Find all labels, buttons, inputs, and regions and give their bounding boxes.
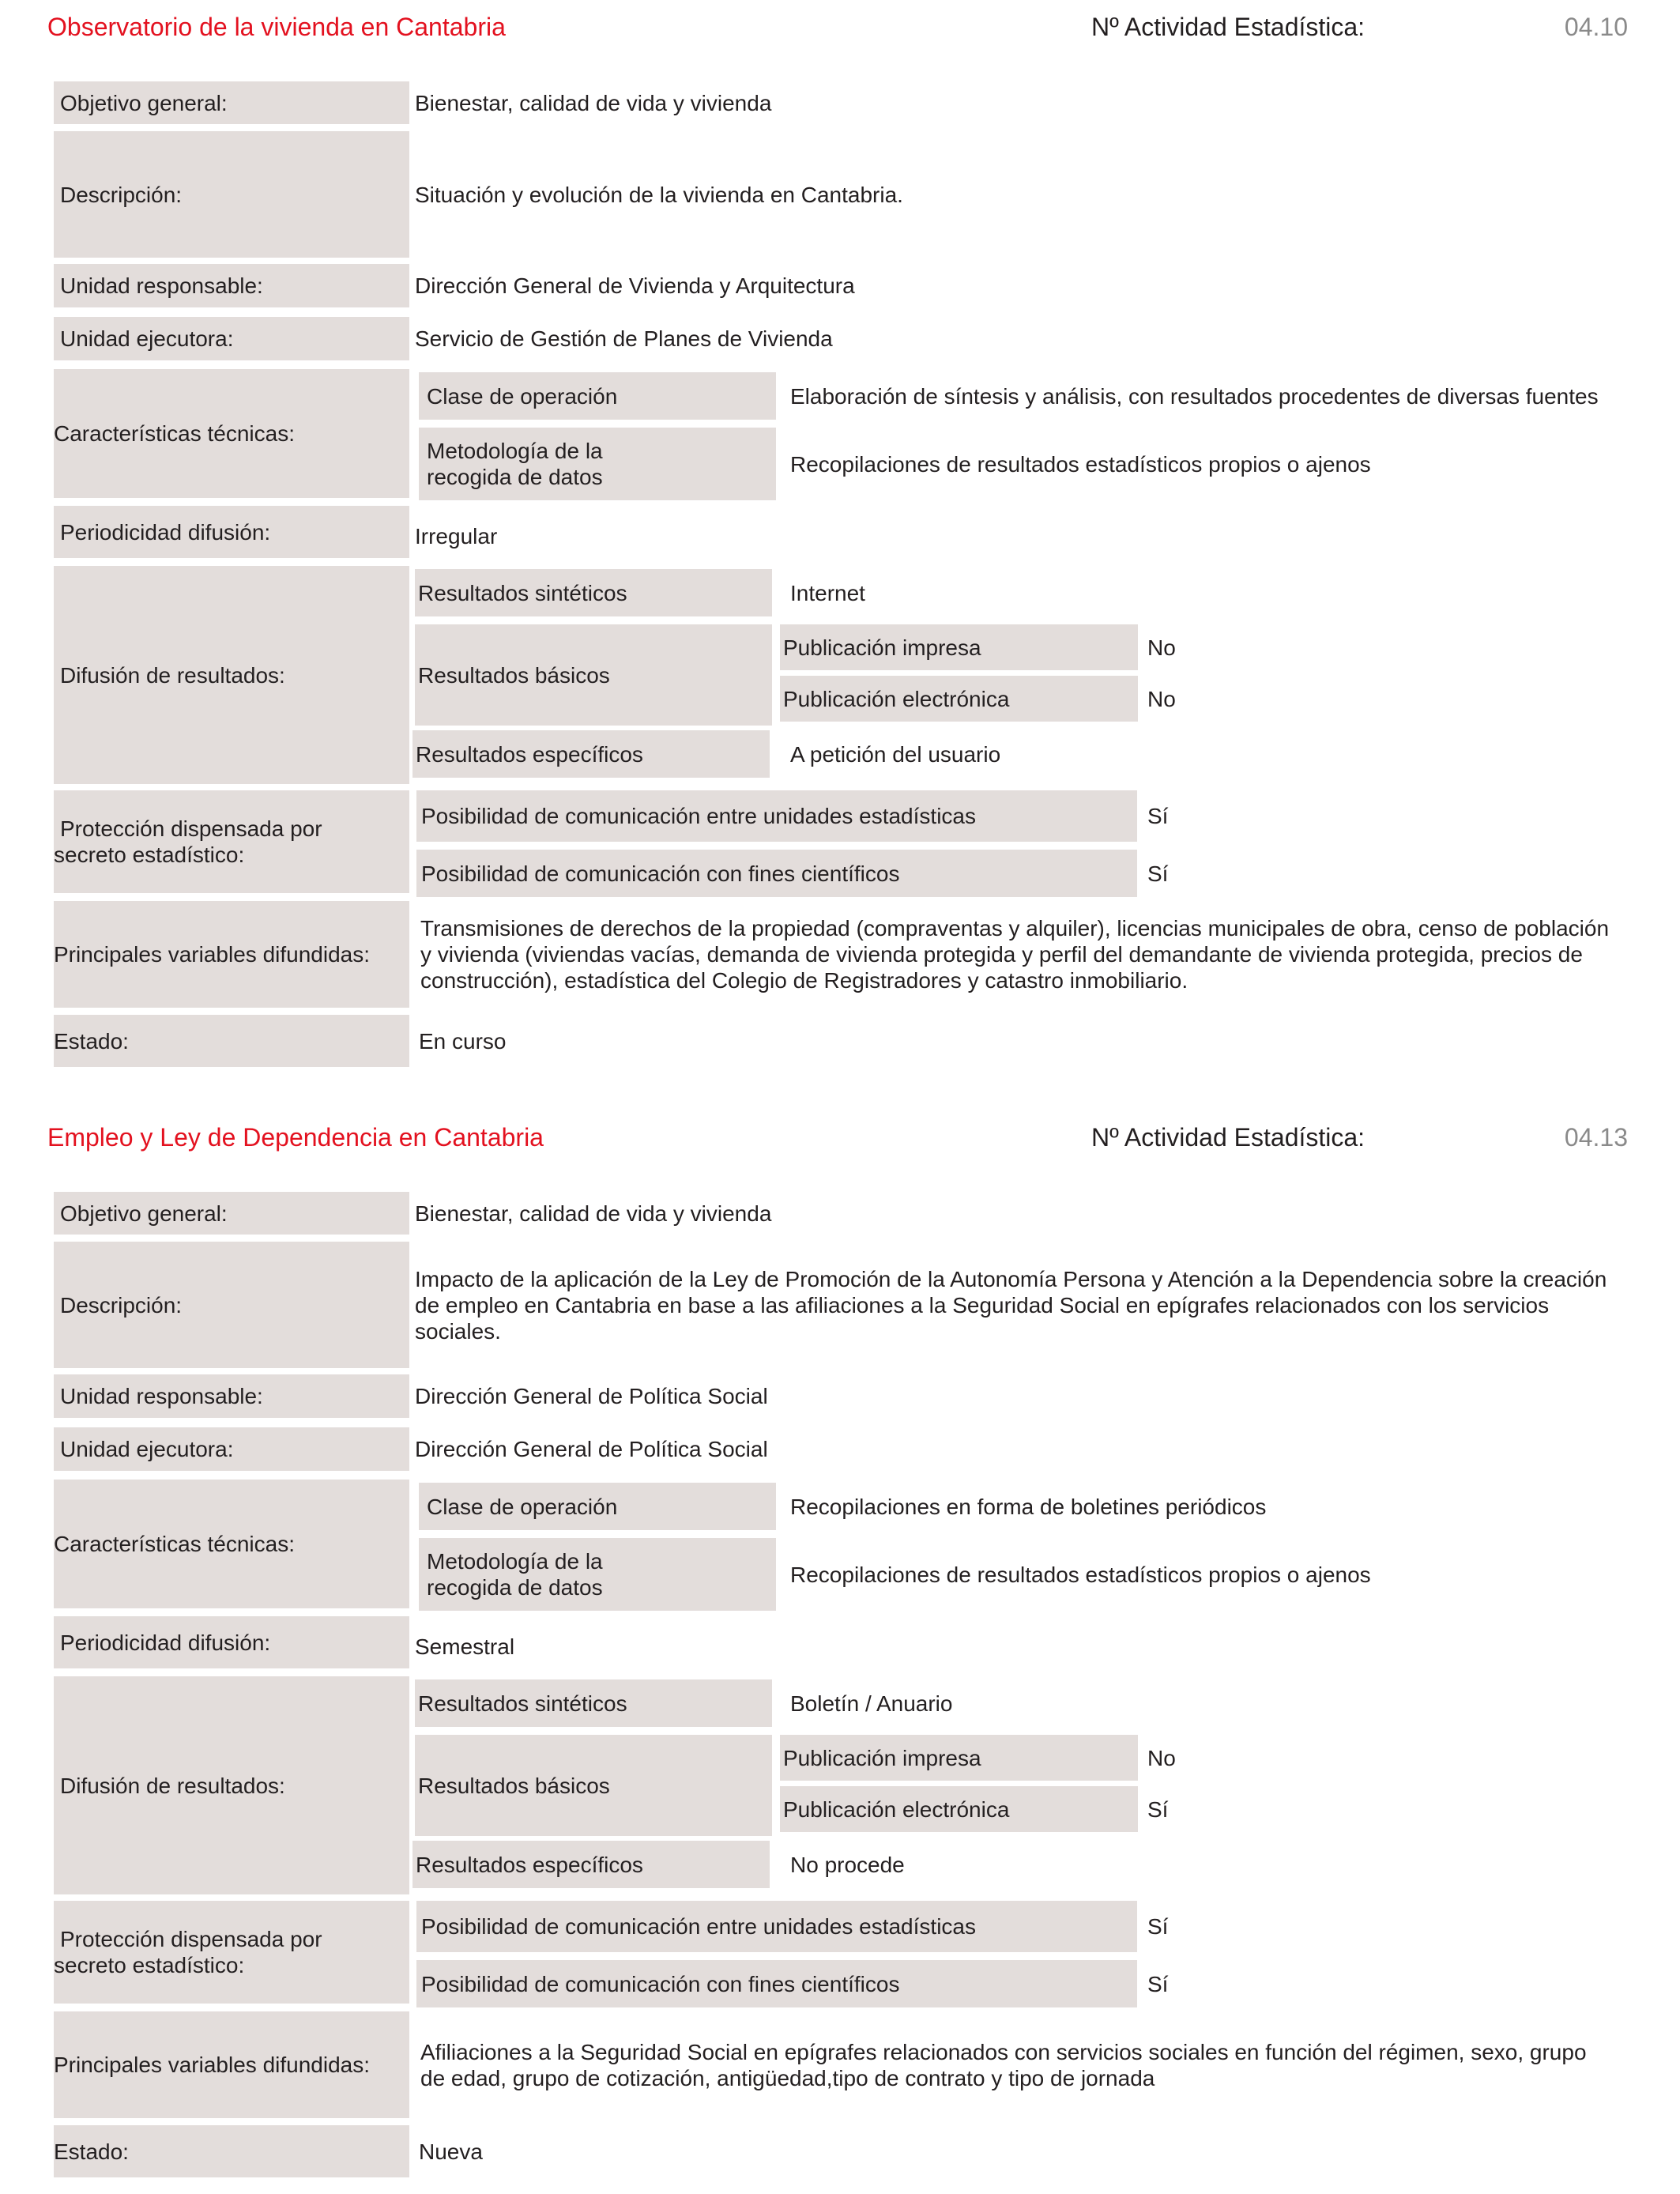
- res-sinteticos-label: Resultados sintéticos: [415, 1679, 772, 1727]
- posib-cientificos-label: Posibilidad de comunicación con fines científicos: [416, 1960, 1137, 2007]
- variables-value: [420, 901, 1637, 1008]
- res-basicos-label: Resultados básicos: [415, 1735, 772, 1836]
- record-title: Observatorio de la vivienda en Cantabria: [47, 13, 506, 41]
- res-especificos-value: A petición del usuario: [790, 741, 1001, 767]
- descripcion-value: [415, 1242, 1632, 1368]
- text-line: de edad, grupo de cotización, antigüedad,tipo de contrato y tipo de jornada: [420, 2065, 1155, 2090]
- text-line: sociales.: [415, 1318, 501, 1344]
- objetivo-value: Bienestar, calidad de vida y vivienda: [415, 90, 772, 115]
- activity-number-label: Nº Actividad Estadística:: [1091, 1123, 1365, 1152]
- text-line: Transmisiones de derechos de la propiedad (compraventas y alquiler), licencias municipales de obra, censo de población: [420, 916, 1610, 941]
- unidad-ejecutora-label: Unidad ejecutora:: [54, 1427, 409, 1471]
- proteccion-label: [54, 790, 409, 893]
- unidad-responsable-value: Dirección General de Vivienda y Arquitectura: [415, 273, 855, 298]
- posib-cientificos-value: Sí: [1147, 861, 1169, 886]
- record-title: Empleo y Ley de Dependencia en Cantabria: [47, 1123, 544, 1152]
- unidad-responsable-value: Dirección General de Política Social: [415, 1384, 768, 1408]
- clase-operacion-label: Clase de operación: [419, 372, 776, 420]
- res-especificos-label: Resultados específicos: [412, 1841, 770, 1888]
- posib-unidades-value: Sí: [1147, 1914, 1169, 1939]
- posib-unidades-value: Sí: [1147, 804, 1169, 828]
- difusion-label: Difusión de resultados:: [54, 1676, 409, 1894]
- pub-electronica-value: No: [1147, 686, 1176, 711]
- periodicidad-label: Periodicidad difusión:: [54, 506, 409, 558]
- variables-label: Principales variables difundidas:: [54, 2011, 409, 2118]
- clase-operacion-value: Recopilaciones en forma de boletines periódicos: [790, 1494, 1267, 1519]
- unidad-ejecutora-value: Dirección General de Política Social: [415, 1437, 768, 1461]
- pub-impresa-value: No: [1147, 1745, 1176, 1770]
- res-especificos-label: Resultados específicos: [412, 730, 770, 778]
- estado-label: Estado:: [54, 2125, 409, 2177]
- text-line: Protección dispensada por: [60, 1927, 322, 1951]
- res-basicos-label: Resultados básicos: [415, 624, 772, 726]
- activity-number: 04.10: [1564, 13, 1628, 41]
- periodicidad-value: Semestral: [415, 1634, 515, 1659]
- text-line: recogida de datos: [427, 465, 603, 489]
- descripcion-value: [415, 131, 1632, 258]
- objetivo-label: Objetivo general:: [54, 81, 409, 124]
- res-especificos-value: No procede: [790, 1852, 905, 1877]
- estado-value: Nueva: [419, 2139, 483, 2164]
- posib-cientificos-value: Sí: [1147, 1971, 1169, 1996]
- text-line: Situación y evolución de la vivienda en Cantabria.: [415, 182, 903, 207]
- posib-cientificos-label: Posibilidad de comunicación con fines científicos: [416, 850, 1137, 897]
- difusion-label: Difusión de resultados:: [54, 566, 409, 784]
- periodicidad-value: Irregular: [415, 523, 498, 548]
- text-line: secreto estadístico:: [54, 1953, 245, 1977]
- clase-operacion-label: Clase de operación: [419, 1483, 776, 1530]
- activity-number-label: Nº Actividad Estadística:: [1091, 13, 1365, 41]
- estado-label: Estado:: [54, 1015, 409, 1067]
- metodologia-value: Recopilaciones de resultados estadísticos propios o ajenos: [790, 451, 1371, 477]
- variables-label: Principales variables difundidas:: [54, 901, 409, 1008]
- unidad-ejecutora-value: Servicio de Gestión de Planes de Vivienda: [415, 326, 833, 351]
- proteccion-label: [54, 1901, 409, 2004]
- text-line: Impacto de la aplicación de la Ley de Promoción de la Autonomía Persona y Atención a la Dependencia sobre la creación: [415, 1266, 1607, 1291]
- objetivo-value: Bienestar, calidad de vida y vivienda: [415, 1201, 772, 1226]
- metodologia-label: [419, 1538, 776, 1611]
- res-sinteticos-value: Boletín / Anuario: [790, 1691, 953, 1716]
- text-line: Afiliaciones a la Seguridad Social en epígrafes relacionados con servicios sociales en función del régimen, sexo, grupo: [420, 2039, 1587, 2064]
- descripcion-label: Descripción:: [54, 131, 409, 258]
- pub-impresa-label: Publicación impresa: [780, 1735, 1138, 1781]
- pub-electronica-value: Sí: [1147, 1796, 1169, 1822]
- unidad-responsable-label: Unidad responsable:: [54, 1374, 409, 1418]
- pub-electronica-label: Publicación electrónica: [780, 1786, 1138, 1832]
- text-line: secreto estadístico:: [54, 843, 245, 867]
- text-line: Metodología de la: [427, 1549, 603, 1574]
- objetivo-label: Objetivo general:: [54, 1192, 409, 1235]
- pub-impresa-value: No: [1147, 635, 1176, 660]
- pub-impresa-label: Publicación impresa: [780, 624, 1138, 670]
- text-line: recogida de datos: [427, 1575, 603, 1600]
- periodicidad-label: Periodicidad difusión:: [54, 1616, 409, 1668]
- text-line: construcción), estadística del Colegio de Registradores y catastro inmobiliario.: [420, 968, 1188, 993]
- metodologia-label: [419, 428, 776, 500]
- res-sinteticos-label: Resultados sintéticos: [415, 569, 772, 616]
- activity-number: 04.13: [1564, 1123, 1628, 1152]
- variables-value: [420, 2011, 1637, 2118]
- posib-unidades-label: Posibilidad de comunicación entre unidades estadísticas: [416, 790, 1137, 842]
- estado-value: En curso: [419, 1028, 507, 1054]
- text-line: de empleo en Cantabria en base a las afiliaciones a la Seguridad Social en epígrafes relacionados con los servicios: [415, 1292, 1550, 1318]
- unidad-ejecutora-label: Unidad ejecutora:: [54, 317, 409, 360]
- text-line: Protección dispensada por: [60, 816, 322, 841]
- res-sinteticos-value: Internet: [790, 580, 865, 605]
- posib-unidades-label: Posibilidad de comunicación entre unidades estadísticas: [416, 1901, 1137, 1952]
- descripcion-label: Descripción:: [54, 1242, 409, 1368]
- caracteristicas-label: Características técnicas:: [54, 369, 409, 498]
- text-line: y vivienda (viviendas vacías, demanda de vivienda protegida y perfil del demandante de vivienda protegida, precios de: [420, 942, 1583, 967]
- caracteristicas-label: Características técnicas:: [54, 1480, 409, 1608]
- pub-electronica-label: Publicación electrónica: [780, 676, 1138, 722]
- text-line: Metodología de la: [427, 439, 603, 463]
- metodologia-value: Recopilaciones de resultados estadísticos propios o ajenos: [790, 1562, 1371, 1587]
- unidad-responsable-label: Unidad responsable:: [54, 264, 409, 307]
- clase-operacion-value: Elaboración de síntesis y análisis, con resultados procedentes de diversas fuentes: [790, 383, 1599, 409]
